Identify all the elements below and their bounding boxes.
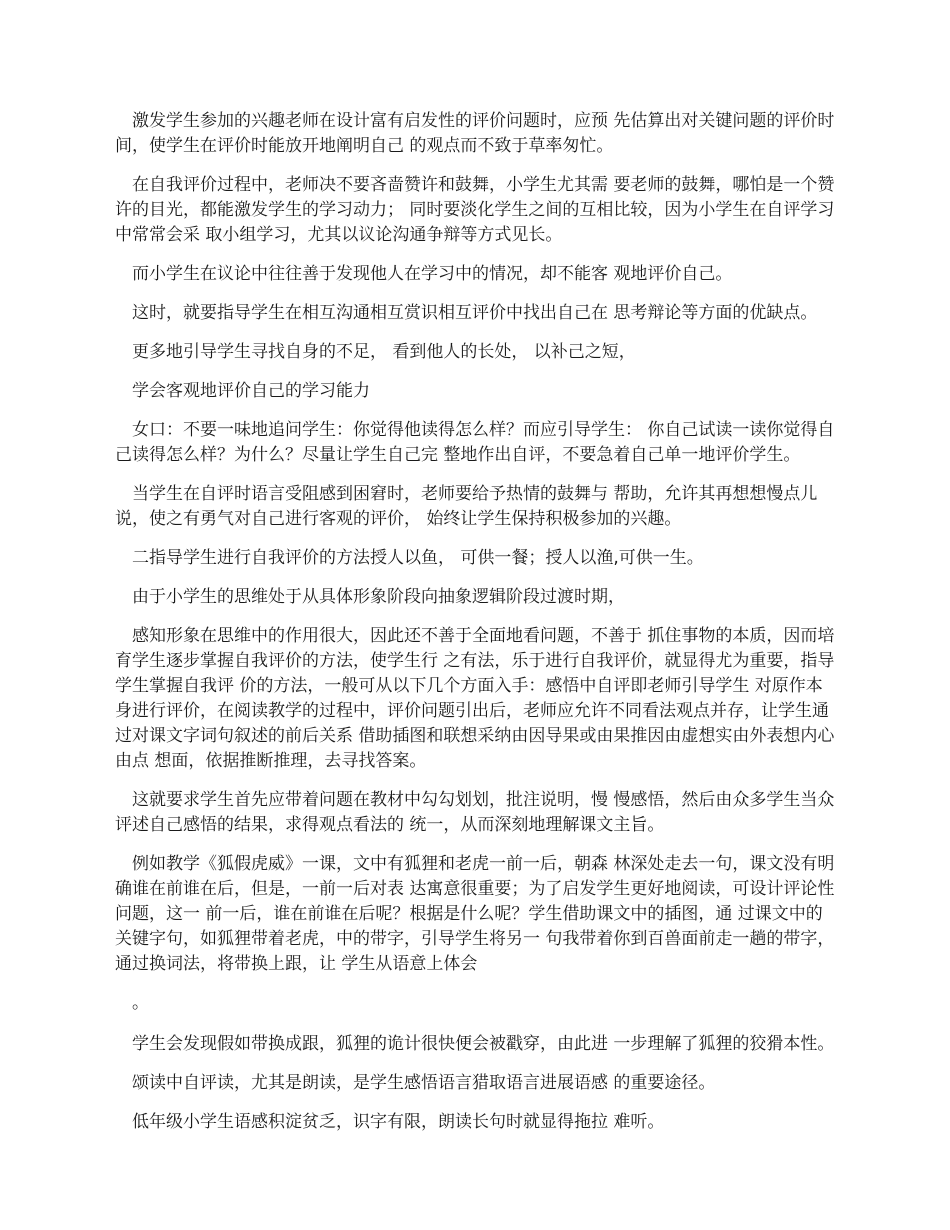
- paragraph: 颂读中自评读，尤其是朗读，是学生感悟语言猎取语言进展语感 的重要途径。: [132, 1073, 716, 1093]
- paragraph: 这时，就要指导学生在相互沟通相互赏识相互评价中找出自己在 思考辩论等方面的优缺点。: [132, 303, 818, 323]
- paragraph: 由于小学生的思维处于从具体形象阶段向抽象逻辑阶段过渡时期，: [132, 587, 625, 607]
- paragraph: 二指导学生进行自我评价的方法授人以鱼， 可供一餐；授人以渔,可供一生。: [132, 548, 704, 568]
- paragraph: 例如教学《狐假虎威》一课，文中有狐狸和老虎一前一后，朝森 林深处走去一句，课文没有明确谁在前谁在后，但是，一前一后对表 达寓意很重要；为了启发学生更好地阅读，可设计评论性问题，这一 前一后，谁在前谁在后呢？根据是什么呢？学生借助课文中的插图，通 过课文中的关键字句，如狐狸带着老虎，中的带字，引导学生将另一 句我带着你到百兽面前走一趟的带字，通过换词法，将带换上跟，让 学生从语意上体会: [115, 854, 835, 974]
- paragraph: 更多地引导学生寻找自身的不足， 看到他人的长处， 以补己之短，: [132, 342, 636, 362]
- paragraph: 女口：不要一味地追问学生：你觉得他读得怎么样？而应引导学生： 你自己试读一读你觉得自己读得怎么样？为什么？尽量让学生自己完 整地作出自评，不要急着自己单一地评价学生。: [115, 420, 835, 465]
- paragraph: 当学生在自评时语言受阻感到困窘时，老师要给予热情的鼓舞与 帮助，允许其再想想慢点儿说，使之有勇气对自己进行客观的评价， 始终让学生保持积极参加的兴趣。: [115, 484, 818, 529]
- paragraph: 感知形象在思维中的作用很大，因此还不善于全面地看问题，不善于 抓住事物的本质，因而培育学生逐步掌握自我评价的方法，使学生行 之有法，乐于进行自我评价，就显得尤为重要，指导学生掌握自我评 价的方法，一般可从以下几个方面入手：感悟中自评即老师引导学生 对原作本身进行评价，在阅读教学的过程中，评价问题引出后，老师应允许不同看法观点并存，让学生通过对课文字词句叙述的前后关系 借助插图和联想采纳由因导果或由果推因由虚想实由外表想内心由点 想面，依据推断推理，去寻找答案。: [115, 626, 835, 771]
- paragraph: 这就要求学生首先应带着问题在教材中勾勾划划，批注说明，慢 慢感悟，然后由众多学生当众评述自己感悟的结果，求得观点看法的 统一，从而深刻地理解课文主旨。: [115, 790, 835, 835]
- document-body: [115, 109, 835, 1149]
- paragraph: 而小学生在议论中往往善于发现他人在学习中的情况，却不能客 观地评价自己。: [132, 264, 733, 284]
- paragraph: 在自我评价过程中，老师决不要吝啬赞许和鼓舞，小学生尤其需 要老师的鼓舞，哪怕是一个赞许的目光，都能激发学生的学习动力； 同时要淡化学生之间的互相比较，因为小学生在自评学习中常常会采 取小组学习，尤其以议论沟通争辩等方式见长。: [115, 175, 835, 245]
- paragraph: 低年级小学生语感积淀贫乏，识字有限，朗读长句时就显得拖拉 难听。: [132, 1112, 665, 1132]
- paragraph: 学会客观地评价自己的学习能力: [132, 381, 370, 401]
- paragraph: 。: [132, 993, 149, 1013]
- paragraph: 激发学生参加的兴趣老师在设计富有启发性的评价问题时，应预 先估算出对关键问题的评价时间，使学生在评价时能放开地阐明自己 的观点而不致于草率匆忙。: [115, 111, 835, 156]
- paragraph: 学生会发现假如带换成跟，狐狸的诡计很快便会被戳穿，由此进 一步理解了狐狸的狡猾本性。: [132, 1034, 835, 1054]
